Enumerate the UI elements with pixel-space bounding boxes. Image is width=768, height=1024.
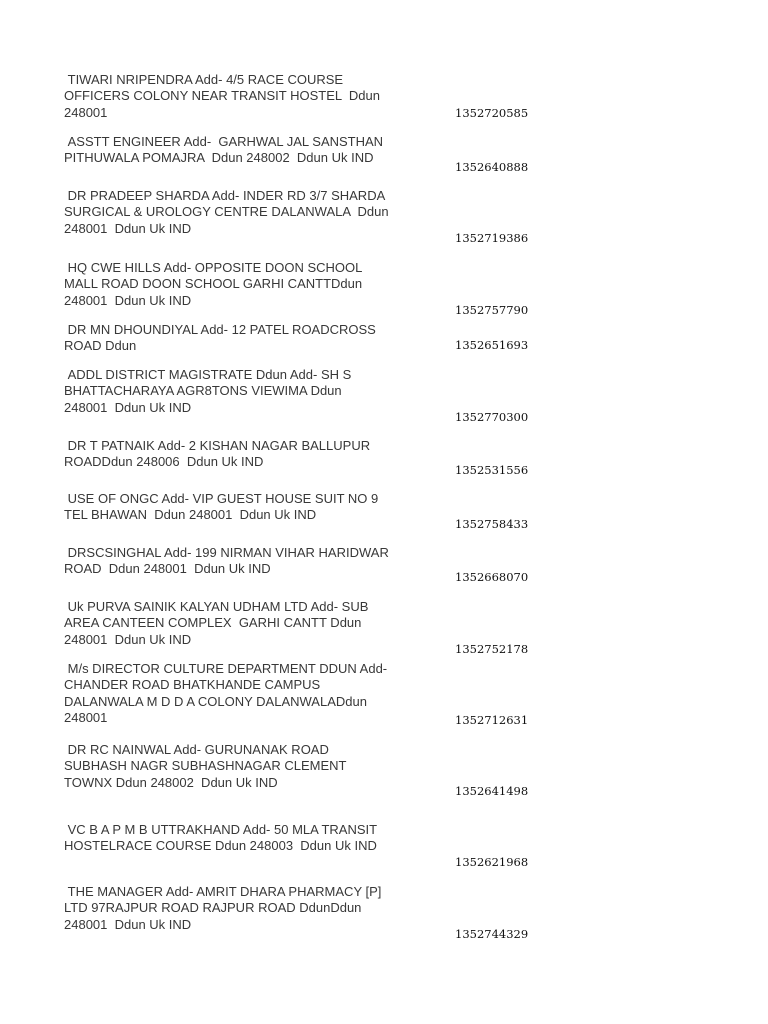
entry-address: DR RC NAINWAL Add- GURUNANAK ROAD SUBHASH NAGR SUBHASHNAGAR CLEMENT TOWNX Ddun 248002 Ddun Uk IND: [64, 742, 347, 790]
entry-address: THE MANAGER Add- AMRIT DHARA PHARMACY [P] LTD 97RAJPUR ROAD RAJPUR ROAD DdunDdun 248001 Ddun Uk IND: [64, 884, 382, 932]
entry-phone: 1352720585: [455, 106, 529, 120]
entry-address: VC B A P M B UTTRAKHAND Add- 50 MLA TRANSIT HOSTELRACE COURSE Ddun 248003 Ddun Uk IND: [64, 822, 378, 854]
entry-address: ASSTT ENGINEER Add- GARHWAL JAL SANSTHAN PITHUWALA POMAJRA Ddun 248002 Ddun Uk IND: [64, 134, 384, 166]
entry-address: USE OF ONGC Add- VIP GUEST HOUSE SUIT NO 9 TEL BHAWAN Ddun 248001 Ddun Uk IND: [64, 491, 379, 523]
entry-address: M/s DIRECTOR CULTURE DEPARTMENT DDUN Add- CHANDER ROAD BHATKHANDE CAMPUS DALANWALA M D D A COLONY DALANWALADdun 248001: [64, 661, 388, 725]
entry-phone: 1352668070: [455, 570, 529, 584]
entry-phone: 1352719386: [455, 231, 529, 245]
entry-address: Uk PURVA SAINIK KALYAN UDHAM LTD Add- SUB AREA CANTEEN COMPLEX GARHI CANTT Ddun 248001 Ddun Uk IND: [64, 599, 369, 647]
entry-address: ADDL DISTRICT MAGISTRATE Ddun Add- SH S BHATTACHARAYA AGR8TONS VIEWIMA Ddun 248001 Ddun Uk IND: [64, 367, 352, 415]
entry-phone: 1352744329: [455, 927, 529, 941]
entry-phone: 1352531556: [455, 463, 529, 477]
entry-phone: 1352752178: [455, 642, 529, 656]
entry-address: DR T PATNAIK Add- 2 KISHAN NAGAR BALLUPUR ROADDdun 248006 Ddun Uk IND: [64, 438, 371, 470]
entry-address: DR MN DHOUNDIYAL Add- 12 PATEL ROADCROSS ROAD Ddun: [64, 322, 376, 354]
entry-phone: 1352770300: [455, 410, 529, 424]
entry-phone: 1352640888: [455, 160, 529, 174]
entry-phone: 1352621968: [455, 855, 529, 869]
entry-address: DRSCSINGHAL Add- 199 NIRMAN VIHAR HARIDWAR ROAD Ddun 248001 Ddun Uk IND: [64, 545, 389, 577]
entry-address: DR PRADEEP SHARDA Add- INDER RD 3/7 SHARDA SURGICAL & UROLOGY CENTRE DALANWALA Ddun 248001 Ddun Uk IND: [64, 188, 389, 236]
entry-address: HQ CWE HILLS Add- OPPOSITE DOON SCHOOL MALL ROAD DOON SCHOOL GARHI CANTTDdun 248001 Ddun Uk IND: [64, 260, 363, 308]
entry-phone: 1352651693: [455, 338, 529, 352]
entry-phone: 1352641498: [455, 784, 529, 798]
entry-phone: 1352757790: [455, 303, 529, 317]
entry-phone: 1352712631: [455, 713, 529, 727]
entry-address: TIWARI NRIPENDRA Add- 4/5 RACE COURSE OFFICERS COLONY NEAR TRANSIT HOSTEL Ddun 248001: [64, 72, 380, 120]
entry-phone: 1352758433: [455, 517, 529, 531]
